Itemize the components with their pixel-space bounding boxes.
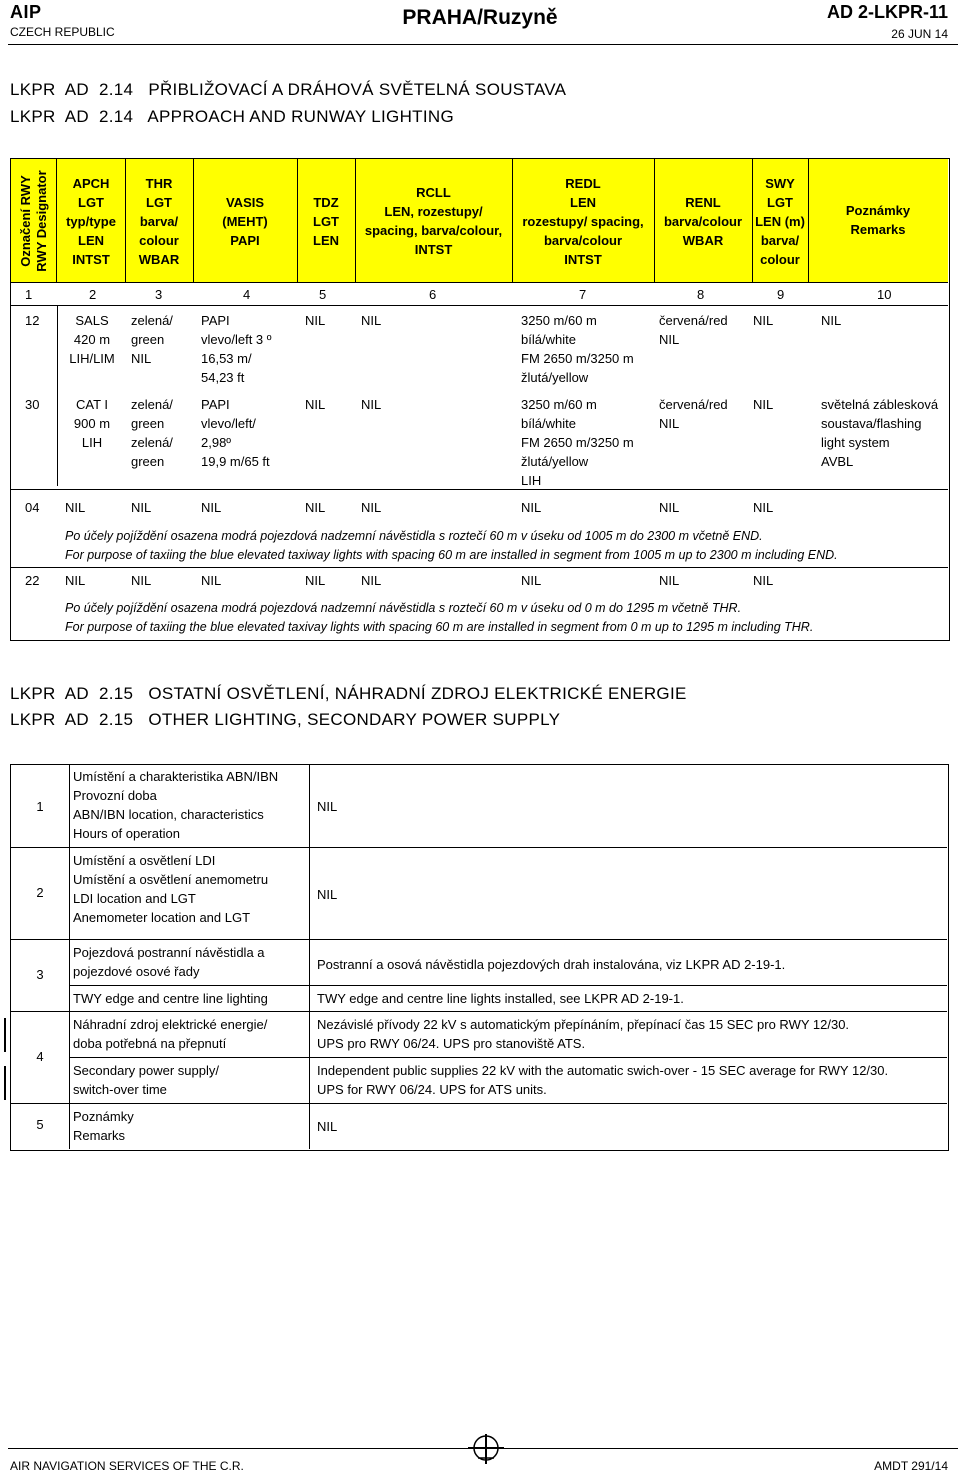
col-number: 6 <box>429 287 437 302</box>
page-title: PRAHA/Ruzyně <box>402 6 558 29</box>
row30-vasis: PAPI vlevo/left/ 2,98º 19,9 m/65 ft <box>201 397 270 469</box>
row30-redl: 3250 m/60 m bílá/white FM 2650 m/3250 m žlutá/yellow LIH <box>521 397 634 488</box>
col-number-rule <box>11 305 948 306</box>
change-bar <box>4 1018 6 1052</box>
row22-val: NIL <box>305 573 326 588</box>
row04-val: NIL <box>361 500 382 515</box>
header-renl: RENL barva/colour WBAR <box>663 194 743 248</box>
row04-val: NIL <box>201 500 222 515</box>
page-header-right <box>827 2 948 41</box>
lighting-table-header <box>11 159 948 283</box>
row30-thr: zelená/ green zelená/ green <box>131 397 173 469</box>
row-rule <box>11 1011 947 1012</box>
item3-label-cz: Pojezdová postranní návěstidla a pojezdové osové řady <box>73 945 265 979</box>
col-number: 8 <box>697 287 705 302</box>
row22-val: NIL <box>521 573 542 588</box>
row-rule <box>11 939 947 940</box>
row04-val: NIL <box>65 500 86 515</box>
header-thr: THR LGT barva/ colour WBAR <box>138 175 180 267</box>
row-rule <box>11 847 947 848</box>
item4-value-cz: Nezávislé přívody 22 kV s automatickým přepínáním, přepínací čas 15 SEC pro RWY 12/30. UPS pro RWY 06/24. UPS pro stanoviště ATS. <box>317 1017 850 1051</box>
footer-publisher: AIR NAVIGATION SERVICES OF THE C.R. <box>10 1459 244 1473</box>
item3-number: 3 <box>36 967 44 982</box>
lighting-table <box>10 158 950 641</box>
col-number: 5 <box>319 287 327 302</box>
item4-label-cz: Náhradní zdroj elektrické energie/ doba potřebná na přepnutí <box>73 1017 268 1051</box>
rwy-designator-header <box>11 159 57 283</box>
row-rule <box>11 1103 947 1104</box>
row12-thr: zelená/ green NIL <box>131 313 173 366</box>
row22-note-cz: Po účely pojíždění osazena modrá pojezdová nadzemní návěstidla s roztečí 60 m v úseku od 0 m do 1295 m včetně THR. <box>65 601 742 615</box>
row22-val: NIL <box>659 573 680 588</box>
item3-value-cz: Postranní a osová návěstidla pojezdových drah instalována, viz LKPR AD 2-19-1. <box>317 957 786 972</box>
row12-remarks: NIL <box>821 313 842 328</box>
page-code: AD 2-LKPR-11 <box>826 2 948 22</box>
row12-redl: 3250 m/60 m bílá/white FM 2650 m/3250 m žlutá/yellow <box>521 313 634 385</box>
row04-note-cz: Po účely pojíždění osazena modrá pojezdová nadzemní návěstidla s roztečí 60 m v úseku od 1005 m do 2300 m včetně END. <box>65 529 763 543</box>
row30-rcll: NIL <box>361 397 382 412</box>
col-number: 2 <box>89 287 97 302</box>
item5-label: Poznámky Remarks <box>73 1109 134 1143</box>
page-date: 26 JUN 14 <box>891 27 948 41</box>
row22-val: NIL <box>201 573 222 588</box>
col-number: 3 <box>155 287 163 302</box>
col-number: 1 <box>25 287 33 302</box>
row-rule <box>69 985 947 986</box>
header-apch: APCH LGT typ/type LEN INTST <box>66 175 116 267</box>
row30-remarks: světelná záblesková soustava/flashing light system AVBL <box>821 397 939 469</box>
row30-tdz: NIL <box>305 397 326 412</box>
row04-note-en: For purpose of taxiing the blue elevated taxiway lights with spacing 60 m are installed in segment from 1005 m up to 2300 m including END. <box>65 548 838 562</box>
footer-rule <box>8 1448 958 1449</box>
row-rule <box>11 567 948 568</box>
num-col-divider <box>69 765 70 1149</box>
rwy-designator-label: Označení RWY RWY Designator <box>18 170 49 272</box>
row04-val: NIL <box>305 500 326 515</box>
footer-amendment: AMDT 291/14 <box>874 1459 948 1473</box>
item3-label-en: TWY edge and centre line lighting <box>73 991 268 1006</box>
row30-swy: NIL <box>753 397 774 412</box>
row22-val: NIL <box>131 573 152 588</box>
col-number: 7 <box>579 287 587 302</box>
item5-number: 5 <box>36 1117 44 1132</box>
aip-label: AIP <box>10 2 42 22</box>
header-rule <box>8 44 958 45</box>
item2-label-cz: Umístění a osvětlení LDI Umístění a osvětlení anemometru LDI location and LGT Anemometer location and LGT <box>73 853 269 925</box>
row22-val: NIL <box>753 573 774 588</box>
col-number: 9 <box>777 287 785 302</box>
row04-rwy: 04 <box>25 500 40 515</box>
row30-renl: červená/red NIL <box>659 397 728 431</box>
other-lighting-table <box>10 764 949 1151</box>
row12-vasis: PAPI vlevo/left 3 º 16,53 m/ 54,23 ft <box>201 313 272 385</box>
item1-label: Umístění a charakteristika ABN/IBN Provozní doba ABN/IBN location, characteristics Hours of operation <box>73 769 279 841</box>
item1-value: NIL <box>317 799 338 814</box>
section2-title-en: LKPR AD 2.15 OTHER LIGHTING, SECONDARY POWER SUPPLY <box>10 710 561 729</box>
item2-number: 2 <box>36 885 44 900</box>
header-tdz: TDZ LGT LEN <box>313 194 339 248</box>
row04-val: NIL <box>659 500 680 515</box>
change-bar <box>4 1066 6 1100</box>
item3-value-en: TWY edge and centre line lights installed, see LKPR AD 2-19-1. <box>317 991 684 1006</box>
row22-note-en: For purpose of taxiing the blue elevated taxivay lights with spacing 60 m are installed in segment from 0 m up to 1295 m including THR. <box>65 620 814 634</box>
row04-val: NIL <box>753 500 774 515</box>
row12-apch: SALS 420 m LIH/LIM <box>69 313 115 366</box>
header-redl: REDL LEN rozestupy/ spacing, barva/colour INTST <box>522 175 644 267</box>
row-rule <box>69 1057 947 1058</box>
row12-renl: červená/red NIL <box>659 313 728 347</box>
label-col-divider <box>309 765 310 1149</box>
section-title-cz: LKPR AD 2.14 PŘIBLIŽOVACÍ A DRÁHOVÁ SVĚTELNÁ SOUSTAVA <box>10 80 567 99</box>
row12-swy: NIL <box>753 313 774 328</box>
row12-rwy: 12 <box>25 313 40 328</box>
row22-val: NIL <box>65 573 86 588</box>
row04-val: NIL <box>521 500 542 515</box>
item4-number: 4 <box>36 1049 44 1064</box>
row30-rwy: 30 <box>25 397 40 412</box>
item5-value: NIL <box>317 1119 338 1134</box>
item4-label-en: Secondary power supply/ switch-over time <box>73 1063 219 1097</box>
row-rule <box>11 489 948 490</box>
col-number: 10 <box>877 287 892 302</box>
item1-number: 1 <box>36 799 44 814</box>
rwy-col-divider <box>57 306 58 486</box>
row30-apch: CAT I 900 m LIH <box>73 397 111 450</box>
item4-value-en: Independent public supplies 22 kV with the automatic swich-over - 15 SEC average for RWY 12/30. UPS for RWY 06/24. UPS for ATS units. <box>317 1063 889 1097</box>
header-remarks: Poznámky Remarks <box>845 203 911 237</box>
row22-val: NIL <box>361 573 382 588</box>
row22-rwy: 22 <box>25 573 40 588</box>
col-number: 4 <box>243 287 251 302</box>
item2-value: NIL <box>317 887 338 902</box>
section2-title-cz: LKPR AD 2.15 OSTATNÍ OSVĚTLENÍ, NÁHRADNÍ ZDROJ ELEKTRICKÉ ENERGIE <box>10 684 687 703</box>
header-swy: SWY LGT LEN (m) barva/ colour <box>755 175 805 267</box>
ans-logo-icon <box>464 1434 508 1468</box>
row12-tdz: NIL <box>305 313 326 328</box>
country-label: CZECH REPUBLIC <box>10 25 115 39</box>
row12-rcll: NIL <box>361 313 382 328</box>
header-vasis: VASIS (MEHT) PAPI <box>222 194 268 248</box>
header-rcll: RCLL LEN, rozestupy/ spacing, barva/colour, INTST <box>364 185 503 257</box>
section-title-en: LKPR AD 2.14 APPROACH AND RUNWAY LIGHTING <box>10 107 454 126</box>
row04-val: NIL <box>131 500 152 515</box>
